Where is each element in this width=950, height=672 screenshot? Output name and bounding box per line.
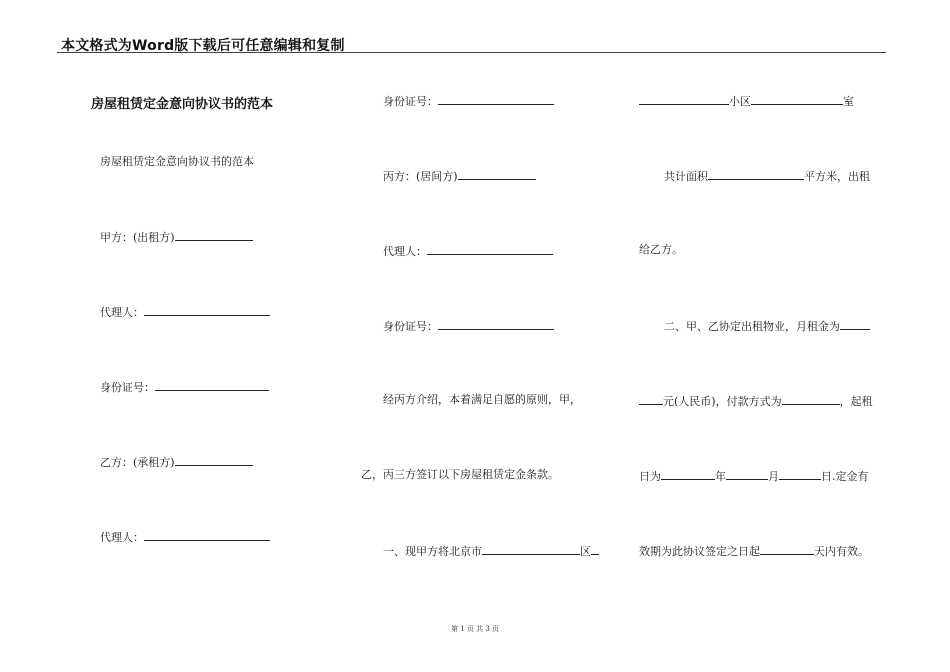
agent-1-label: 代理人： — [100, 306, 144, 319]
subtitle: 房屋租赁定金意向协议书的范本 — [100, 155, 254, 168]
id-2-line — [383, 93, 554, 109]
intro-line-1: 经丙方介绍，本着满足自愿的原则，甲， — [383, 393, 581, 406]
agent-3-blank — [427, 243, 553, 255]
agent-2-line — [100, 529, 270, 545]
month-label: 月 — [768, 470, 779, 483]
agent-1-line — [100, 304, 270, 320]
id-3-label: 身份证号： — [383, 320, 438, 333]
party-b-blank — [175, 454, 253, 466]
party-c-line — [383, 168, 536, 184]
id-1-line — [100, 379, 269, 395]
agent-1-blank — [144, 304, 270, 316]
clause-1-line — [383, 543, 599, 559]
validity-label: 效期为此协议签定之日起 — [639, 545, 760, 558]
district-blank — [591, 543, 599, 555]
party-b-line — [100, 454, 253, 470]
party-c-blank — [458, 168, 536, 180]
validity-unit: 天内有效。 — [814, 545, 869, 558]
date-line — [639, 468, 869, 484]
city-blank — [482, 543, 580, 555]
agent-3-label: 代理人： — [383, 245, 427, 258]
party-c-label: 丙方：(居间方) — [383, 170, 458, 183]
district-name-blank — [639, 93, 729, 105]
intro-line-2: 乙，丙三方签订以下房屋租赁定金条款。 — [361, 468, 559, 481]
rent-blank-2 — [639, 393, 663, 405]
clause-1-text: 一、现甲方将北京市 — [383, 545, 482, 558]
address-line — [639, 93, 854, 109]
clause-2-text: 二、甲、乙协定出租物业，月租金为 — [664, 320, 840, 333]
date-label: 日为 — [639, 470, 661, 483]
party-b-label: 乙方：(承租方) — [100, 456, 175, 469]
party-a-blank — [175, 229, 253, 241]
rent-currency: 元(人民币)，付款方式为 — [663, 395, 782, 408]
rent-start: ，起租 — [839, 395, 873, 408]
area-blank — [708, 168, 804, 180]
document-header: 本文格式为Word版下载后可任意编辑和复制 — [61, 38, 345, 54]
give-line: 给乙方。 — [639, 243, 683, 256]
party-a-label: 甲方：(出租方) — [100, 231, 175, 244]
community-label: 小区 — [729, 95, 751, 108]
validity-line — [639, 543, 869, 559]
month-blank — [726, 468, 768, 480]
district-label: 区 — [580, 545, 591, 558]
id-1-blank — [155, 379, 269, 391]
room-label: 室 — [843, 95, 854, 108]
agent-2-label: 代理人： — [100, 531, 144, 544]
area-label: 共计面积 — [664, 170, 708, 183]
rent-blank-1 — [840, 318, 870, 330]
rent-line — [639, 393, 873, 409]
agent-2-blank — [144, 529, 270, 541]
id-3-line — [383, 318, 554, 334]
community-blank — [751, 93, 843, 105]
area-line — [664, 168, 870, 184]
area-unit: 平方米，出租 — [804, 170, 870, 183]
year-label: 年 — [715, 470, 726, 483]
agent-3-line — [383, 243, 553, 259]
id-2-label: 身份证号： — [383, 95, 438, 108]
day-blank — [779, 468, 821, 480]
document-title: 房屋租赁定金意向协议书的范本 — [91, 97, 274, 112]
id-2-blank — [438, 93, 554, 105]
deposit-label: 日.定金有 — [821, 470, 869, 483]
party-a-line — [100, 229, 253, 245]
clause-2-line — [664, 318, 870, 334]
id-3-blank — [438, 318, 554, 330]
header-rule — [57, 52, 886, 53]
page-footer: 第 1 页 共 3 页 — [450, 625, 500, 633]
days-blank — [760, 543, 814, 555]
id-1-label: 身份证号： — [100, 381, 155, 394]
year-blank — [661, 468, 715, 480]
payment-blank — [782, 393, 840, 405]
